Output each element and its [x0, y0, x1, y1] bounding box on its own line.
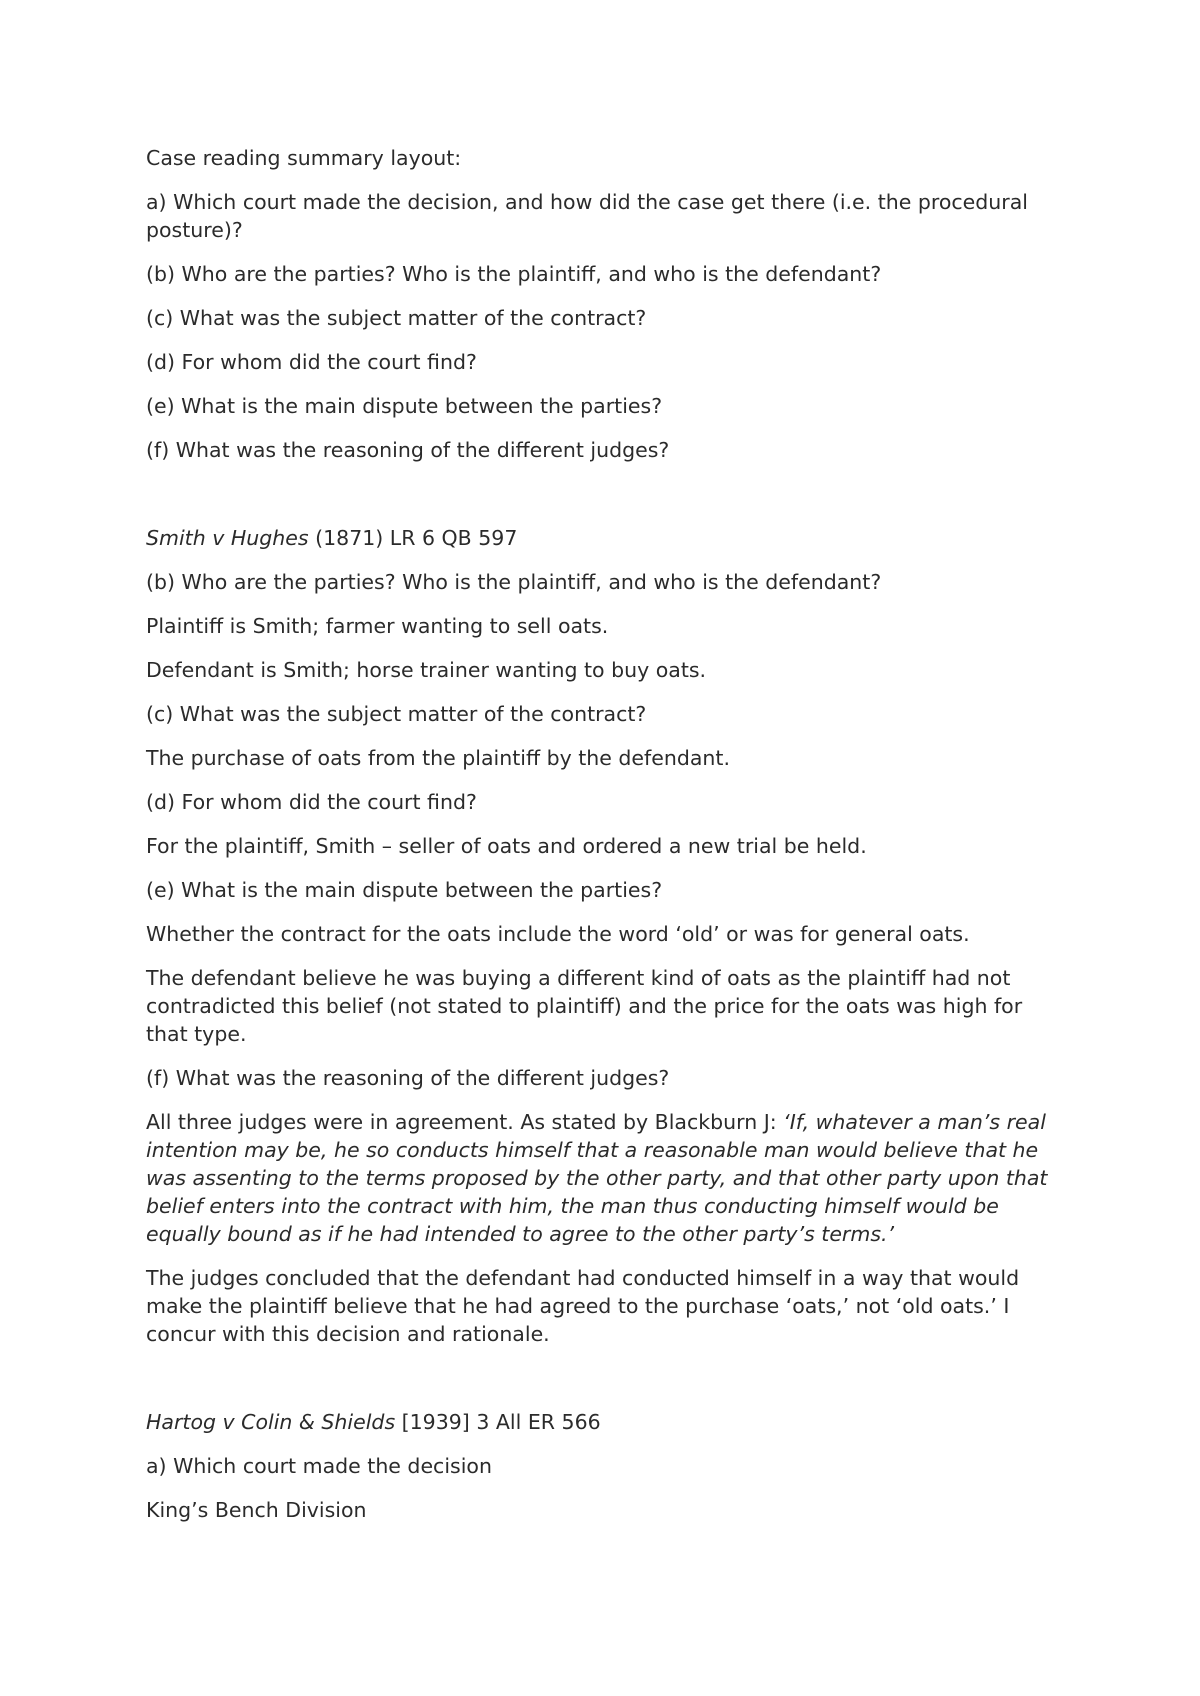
layout-question-f: (f) What was the reasoning of the different judges? — [146, 438, 670, 462]
case1-answer-f-2: The judges concluded that the defendant had conducted himself in a way that would make the plaintiff believe that he had agreed to the purchase ‘oats,’ not ‘old oats.’ I concur with this decision and rationale. — [146, 1266, 1020, 1346]
case2-citation: [1939] 3 All ER 566 — [395, 1410, 601, 1434]
case1-answer-e-2: The defendant believe he was buying a different kind of oats as the plaintiff had not contradicted this belief (not stated to plaintiff) and the price for the oats was high for that type. — [146, 966, 1023, 1046]
case1-answer-f-intro: All three judges were in agreement. As stated by Blackburn J: — [146, 1110, 784, 1134]
case2-heading — [146, 1408, 1061, 1436]
section-gap — [146, 480, 1061, 524]
case1-question-c: (c) What was the subject matter of the contract? — [146, 702, 647, 726]
case1-answer-c: The purchase of oats from the plaintiff by the defendant. — [146, 746, 730, 770]
case1-answer-b-plaintiff: Plaintiff is Smith; farmer wanting to sell oats. — [146, 614, 609, 638]
layout-heading: Case reading summary layout: — [146, 146, 462, 170]
case1-answer-b-defendant: Defendant is Smith; horse trainer wanting to buy oats. — [146, 658, 707, 682]
case1-question-d: (d) For whom did the court find? — [146, 790, 477, 814]
case1-question-f: (f) What was the reasoning of the different judges? — [146, 1066, 670, 1090]
case1-question-b: (b) Who are the parties? Who is the plaintiff, and who is the defendant? — [146, 570, 882, 594]
layout-question-e: (e) What is the main dispute between the parties? — [146, 394, 663, 418]
section-gap — [146, 1364, 1061, 1408]
layout-question-d: (d) For whom did the court find? — [146, 350, 477, 374]
case2-name: Hartog v Colin & Shields — [146, 1410, 396, 1434]
case1-answer-d: For the plaintiff, Smith – seller of oats and ordered a new trial be held. — [146, 834, 867, 858]
layout-question-a: a) Which court made the decision, and how did the case get there (i.e. the procedural posture)? — [146, 190, 1028, 242]
case2-question-a: a) Which court made the decision — [146, 1454, 492, 1478]
case1-answer-f-1 — [146, 1108, 1061, 1248]
case1-heading — [146, 524, 1061, 552]
case1-name: Smith v Hughes — [146, 526, 309, 550]
case1-answer-e-1: Whether the contract for the oats include the word ‘old’ or was for general oats. — [146, 922, 970, 946]
document-page — [146, 144, 1061, 1540]
layout-question-c: (c) What was the subject matter of the contract? — [146, 306, 647, 330]
case1-citation: (1871) LR 6 QB 597 — [308, 526, 518, 550]
case2-answer-a: King’s Bench Division — [146, 1498, 367, 1522]
case1-question-e: (e) What is the main dispute between the parties? — [146, 878, 663, 902]
layout-question-b: (b) Who are the parties? Who is the plaintiff, and who is the defendant? — [146, 262, 882, 286]
blackburn-quote: ‘If, whatever a man’s real intention may be, he so conducts himself that a reasonable man would believe that he was assenting to the terms proposed by the other party, and that other party upon that belief enters into the contract with him, the man thus conducting himself would be equally bound as if he had intended to agree to the other party’s terms.’ — [146, 1110, 1048, 1246]
